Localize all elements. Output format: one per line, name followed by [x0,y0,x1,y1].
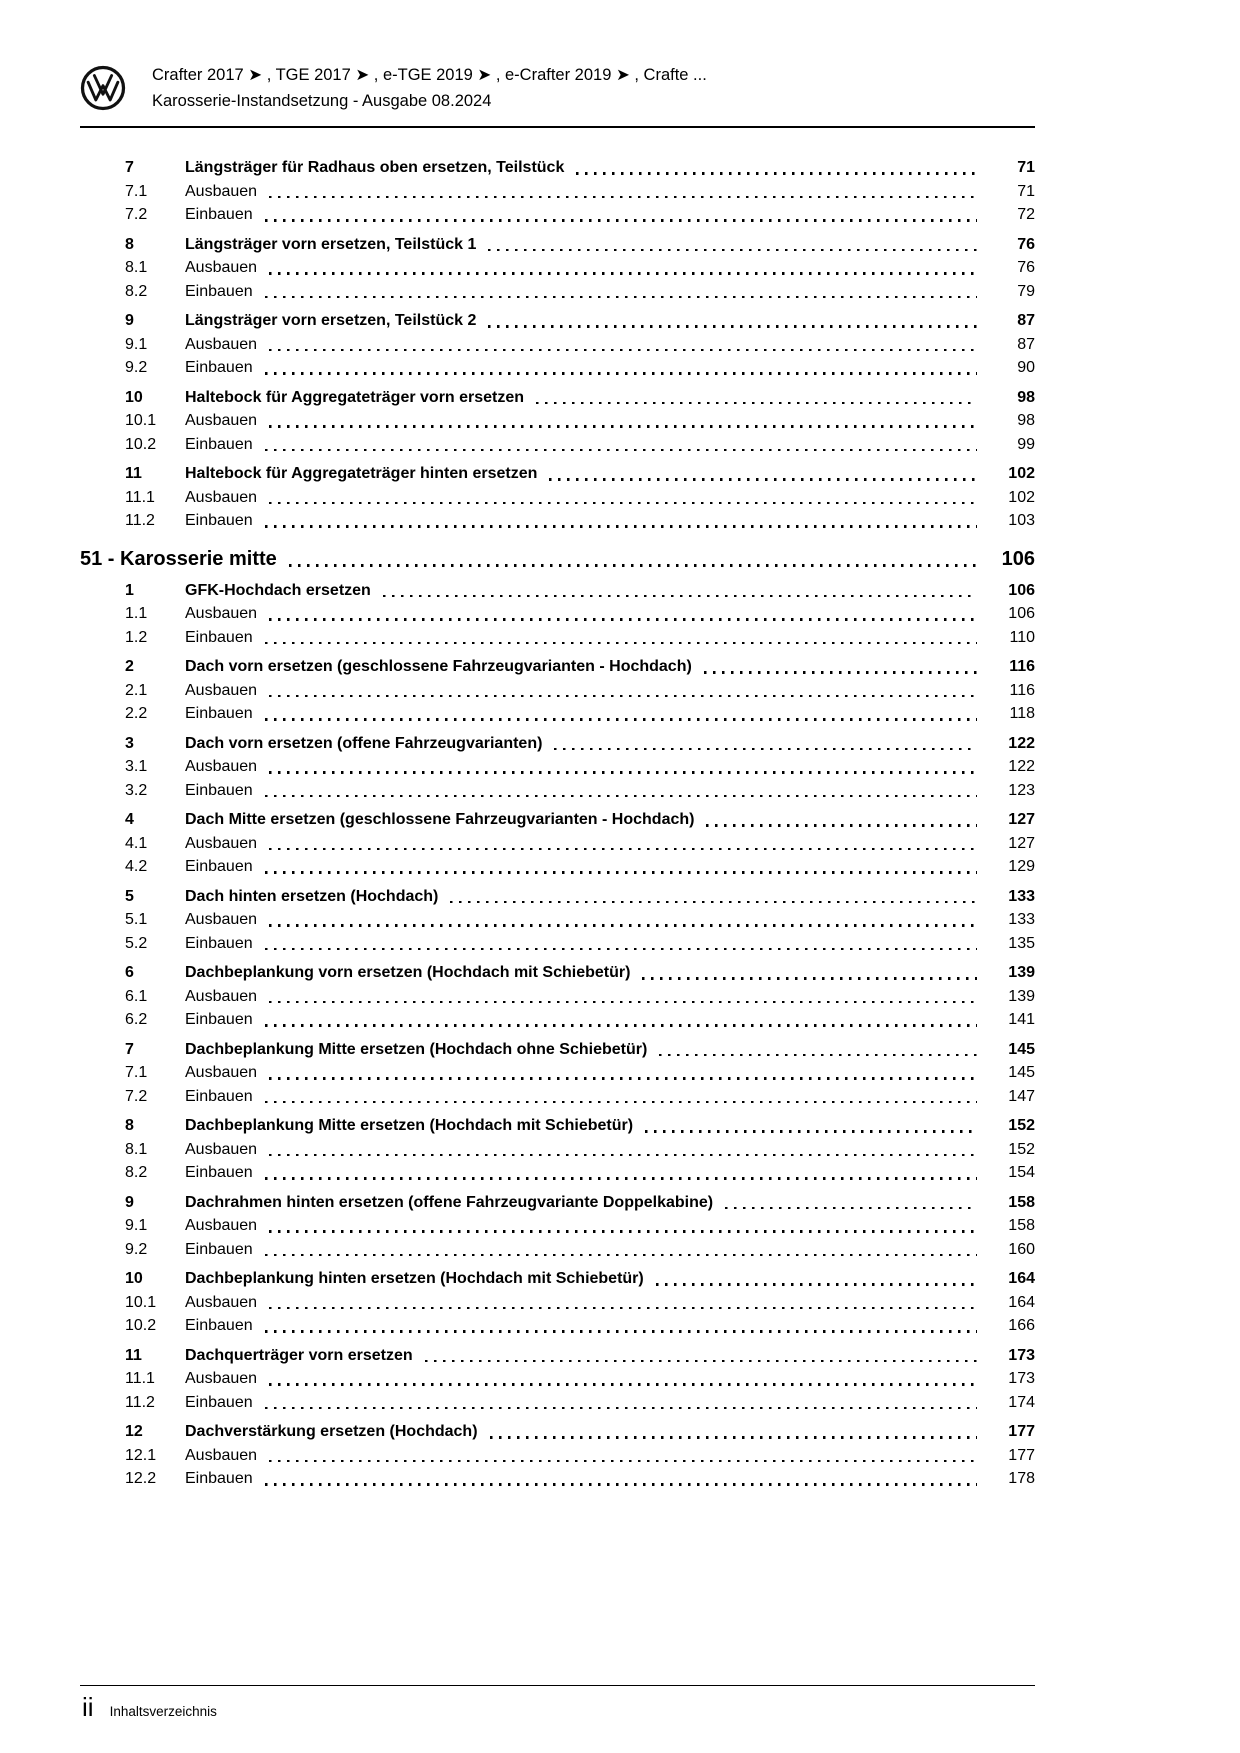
dot-leader [265,1101,977,1104]
toc-entry[interactable] [80,1467,1035,1491]
header-subtitle: Karosserie-Instandsetzung - Ausgabe 08.2024 [152,92,492,110]
toc-entry[interactable] [80,356,1035,380]
toc-entry-title: Ausbauen [185,1217,258,1234]
dot-leader [265,1024,977,1027]
toc-entry-page: 102 [1008,488,1035,506]
toc-entry-number: 3 [125,734,134,752]
toc-entry-title: Einbauen [185,1470,253,1487]
toc-entry-title: 51 - Karosserie mitte [80,547,277,570]
toc-entry-title: Ausbauen [185,335,258,353]
dot-leader [265,795,977,798]
toc-entry-page: 139 [1008,964,1035,981]
toc-entry-title: Ausbauen [185,834,258,852]
footer-page-number: ii [82,1692,94,1722]
toc-entry-page: 123 [1008,781,1035,799]
toc-entry-title: Dach Mitte ersetzen (geschlossene Fahrzeugvarianten - Hochdach) [185,811,695,828]
toc-entry-title: Einbauen [185,359,253,376]
dot-leader [704,671,977,674]
toc-entry-page: 71 [1017,159,1035,176]
toc-entry[interactable] [80,1267,1035,1291]
toc-entry[interactable] [80,1061,1035,1085]
dot-leader [269,924,977,927]
toc-entry[interactable] [80,885,1035,909]
dot-leader [265,1483,977,1486]
toc-entry[interactable] [80,1191,1035,1215]
toc-entry-number: 12 [125,1423,143,1440]
toc-entry-number: 11.2 [125,1393,155,1411]
vw-logo-icon [80,65,126,111]
toc-entry-title: Einbauen [185,1317,253,1334]
toc-entry-page: 147 [1008,1087,1035,1105]
toc-entry-page: 106 [1008,581,1035,599]
toc-entry[interactable] [80,732,1035,756]
toc-entry-number: 10.2 [125,435,157,453]
toc-entry-number: 11.1 [125,1370,155,1387]
toc-entry-page: 90 [1017,359,1035,376]
toc-entry-number: 2.1 [125,681,148,699]
toc-entry[interactable] [80,1391,1035,1415]
dot-leader [549,478,977,481]
toc-entry[interactable] [80,233,1035,257]
toc-entry-title: Einbauen [185,1164,253,1181]
toc-entry[interactable] [80,1291,1035,1315]
toc-entry-number: 11.1 [125,488,155,506]
toc-entry[interactable] [80,908,1035,932]
toc-entry-number: 6.2 [125,1011,148,1028]
dot-leader [265,449,977,452]
toc-entry-title: Dachbeplankung vorn ersetzen (Hochdach mit Schiebetür) [185,964,631,981]
dot-leader [725,1207,977,1210]
toc-entry-page: 99 [1017,435,1035,453]
toc-entry-number: 3.2 [125,781,148,799]
toc-entry[interactable] [80,1444,1035,1468]
toc-entry-title: Dach vorn ersetzen (offene Fahrzeugvarianten) [185,734,543,752]
toc-entry[interactable] [80,256,1035,280]
toc-entry-number: 10.1 [125,1293,157,1311]
toc-entry-number: 7 [125,159,134,176]
toc-entry-number: 9.1 [125,1217,148,1234]
toc-entry[interactable] [80,1238,1035,1262]
dot-leader [269,1230,977,1233]
toc-entry-page: 173 [1008,1370,1035,1387]
toc-entry[interactable] [80,180,1035,204]
dot-leader [269,1307,977,1310]
dot-leader [265,718,977,721]
toc-entry-number: 8 [125,1117,134,1134]
dot-leader [265,525,977,528]
toc-entry-number: 5 [125,887,134,905]
toc-entry[interactable] [80,333,1035,357]
toc-entry[interactable] [80,309,1035,333]
toc-entry[interactable] [80,755,1035,779]
toc-entry[interactable] [80,1138,1035,1162]
toc-entry[interactable] [80,702,1035,726]
dot-leader [656,1283,977,1286]
toc-entry[interactable] [80,932,1035,956]
dot-leader [645,1130,977,1133]
toc-entry-page: 177 [1008,1423,1035,1440]
dot-leader [383,595,977,598]
toc-entry-title: Ausbauen [185,987,258,1005]
toc-entry-title: Einbauen [185,628,253,646]
toc-entry[interactable] [80,1420,1035,1444]
toc-entry-title: Einbauen [185,781,253,799]
toc-entry-title: Einbauen [185,512,253,529]
toc-entry-page: 145 [1008,1040,1035,1058]
dot-leader [265,1177,977,1180]
toc-entry[interactable] [80,808,1035,832]
dot-leader [659,1054,977,1057]
toc-entry-number: 2.2 [125,705,148,722]
page-header [80,62,1035,114]
toc-entry-title: Einbauen [185,858,253,875]
toc-entry-page: 122 [1008,734,1035,752]
toc-entry-number: 6 [125,964,134,981]
toc-entry-title: Einbauen [185,1240,253,1258]
footer-divider [80,1685,1035,1687]
toc-entry-page: 98 [1017,412,1035,429]
toc-entry-number: 5.1 [125,911,148,928]
toc-entry-number: 7.1 [125,182,148,200]
toc-entry[interactable] [80,985,1035,1009]
toc-entry-title: Dachquerträger vorn ersetzen [185,1346,413,1364]
toc-entry-title: Ausbauen [185,1293,258,1311]
toc-entry[interactable] [80,409,1035,433]
toc-entry-title: Ausbauen [185,259,258,276]
toc-entry-page: 174 [1008,1393,1035,1411]
dot-leader [269,1001,977,1004]
toc-entry[interactable] [80,1038,1035,1062]
dot-leader [269,349,977,352]
dot-leader [265,948,977,951]
toc-entry[interactable] [80,1161,1035,1185]
toc-entry-number: 12.1 [125,1446,157,1464]
toc-entry-page: 158 [1008,1217,1035,1234]
toc-entry-page: 133 [1008,887,1035,905]
toc-entry-title: Ausbauen [185,412,258,429]
toc-entry-page: 152 [1008,1140,1035,1158]
toc-entry-title: Ausbauen [185,182,258,200]
toc-entry[interactable] [80,1114,1035,1138]
toc-entry-page: 118 [1009,705,1035,722]
dot-leader [269,1383,977,1386]
dot-leader [265,219,977,222]
dot-leader [269,1154,977,1157]
footer-section-label: Inhaltsverzeichnis [109,1704,217,1719]
toc-entry-page: 103 [1008,512,1035,529]
toc-entry[interactable] [80,545,1035,573]
toc-entry-page: 122 [1008,758,1035,775]
toc-entry-title: Dachverstärkung ersetzen (Hochdach) [185,1423,478,1440]
toc-entry[interactable] [80,1008,1035,1032]
toc-entry[interactable] [80,1344,1035,1368]
toc-entry-page: 110 [1009,628,1035,646]
toc-entry-page: 76 [1017,259,1035,276]
toc-entry[interactable] [80,779,1035,803]
toc-entry-number: 7.2 [125,1087,148,1105]
table-of-contents [80,150,1035,1491]
toc-entry-number: 9 [125,1193,134,1211]
dot-leader [269,771,977,774]
toc-entry-title: Ausbauen [185,605,258,622]
toc-entry-title: Einbauen [185,705,253,722]
toc-entry-number: 11 [125,1346,142,1364]
header-divider [80,126,1035,128]
toc-entry[interactable] [80,386,1035,410]
toc-entry-number: 4 [125,811,134,828]
toc-entry-number: 8 [125,235,134,253]
dot-leader [425,1360,977,1363]
toc-entry-page: 141 [1008,1011,1035,1028]
toc-entry-page: 106 [1008,605,1035,622]
toc-entry-title: Dachbeplankung Mitte ersetzen (Hochdach ohne Schiebetür) [185,1040,648,1058]
toc-entry-title: Dach hinten ersetzen (Hochdach) [185,887,439,905]
dot-leader [706,824,977,827]
toc-entry-page: 116 [1009,681,1035,699]
dot-leader [450,901,977,904]
toc-entry-page: 127 [1008,834,1035,852]
header-model-line: Crafter 2017 ➤ , TGE 2017 ➤ , e-TGE 2019 ➤ , e-Crafter 2019 ➤ , Crafte ... [152,66,707,84]
toc-entry-page: 98 [1017,388,1035,406]
footer-row [80,1692,1035,1723]
toc-entry-title: Einbauen [185,1087,253,1105]
toc-entry-page: 178 [1008,1470,1035,1487]
toc-entry[interactable] [80,679,1035,703]
header-text-block [152,62,707,114]
toc-entry-title: Ausbauen [185,1446,258,1464]
toc-entry-title: Haltebock für Aggregateträger vorn ersetzen [185,388,525,406]
dot-leader [265,1330,977,1333]
toc-entry-title: Ausbauen [185,911,258,928]
toc-entry-number: 9.2 [125,359,148,376]
dot-leader [265,871,977,874]
toc-entry-number: 8.1 [125,1140,148,1158]
toc-entry-page: 106 [1001,547,1035,570]
toc-entry[interactable] [80,509,1035,533]
dot-leader [269,695,977,698]
toc-entry[interactable] [80,156,1035,180]
toc-entry-page: 72 [1017,206,1035,223]
toc-entry-number: 12.2 [125,1470,157,1487]
toc-entry-page: 173 [1008,1346,1035,1364]
dot-leader [289,564,977,567]
toc-entry-number: 7.2 [125,206,148,223]
dot-leader [642,977,977,980]
toc-entry-title: Einbauen [185,1393,253,1411]
dot-leader [269,196,977,199]
dot-leader [269,618,977,621]
toc-entry-title: Einbauen [185,1011,253,1028]
dot-leader [490,1436,977,1439]
dot-leader [269,502,977,505]
toc-entry-number: 8.2 [125,1164,148,1181]
toc-entry[interactable] [80,626,1035,650]
toc-entry-title: Dachbeplankung hinten ersetzen (Hochdach mit Schiebetür) [185,1270,644,1287]
toc-entry-title: Ausbauen [185,1140,258,1158]
toc-entry-page: 177 [1008,1446,1035,1464]
toc-entry-number: 5.2 [125,934,148,952]
toc-entry-title: Längsträger vorn ersetzen, Teilstück 2 [185,312,477,329]
dot-leader [536,402,977,405]
toc-entry-page: 76 [1017,235,1035,253]
toc-entry-title: Dachbeplankung Mitte ersetzen (Hochdach mit Schiebetür) [185,1117,634,1134]
dot-leader [488,325,977,328]
toc-entry[interactable] [80,1085,1035,1109]
toc-entry-number: 7.1 [125,1064,148,1081]
toc-entry-title: Einbauen [185,435,253,453]
toc-entry-number: 8.2 [125,282,148,300]
toc-entry-number: 11.2 [125,512,155,529]
toc-entry-number: 9.1 [125,335,148,353]
toc-entry-number: 8.1 [125,259,148,276]
dot-leader [265,296,977,299]
toc-entry-page: 135 [1008,934,1035,952]
toc-entry-page: 71 [1017,182,1035,200]
toc-entry[interactable] [80,855,1035,879]
toc-entry-number: 9.2 [125,1240,148,1258]
toc-entry-page: 154 [1008,1164,1035,1181]
toc-entry[interactable] [80,433,1035,457]
toc-entry-number: 11 [125,465,142,482]
toc-entry-title: Ausbauen [185,758,258,775]
toc-entry[interactable] [80,462,1035,486]
toc-entry-number: 10.1 [125,412,157,429]
toc-entry-title: Einbauen [185,282,253,300]
toc-entry-title: Haltebock für Aggregateträger hinten ersetzen [185,465,538,482]
dot-leader [488,249,977,252]
toc-entry-title: Ausbauen [185,1064,258,1081]
toc-entry-page: 164 [1008,1270,1035,1287]
toc-entry-page: 160 [1008,1240,1035,1258]
toc-entry-title: Ausbauen [185,681,258,699]
toc-entry-number: 6.1 [125,987,148,1005]
toc-entry-page: 152 [1008,1117,1035,1134]
toc-entry-number: 7 [125,1040,134,1058]
toc-entry-page: 166 [1008,1317,1035,1334]
toc-entry-title: Einbauen [185,934,253,952]
toc-entry[interactable] [80,280,1035,304]
toc-entry[interactable] [80,602,1035,626]
toc-entry-page: 127 [1008,811,1035,828]
toc-entry-number: 10 [125,388,143,406]
dot-leader [269,272,977,275]
toc-entry-number: 3.1 [125,758,148,775]
toc-entry-page: 158 [1008,1193,1035,1211]
dot-leader [269,425,977,428]
toc-entry[interactable] [80,486,1035,510]
toc-entry[interactable] [80,1214,1035,1238]
dot-leader [265,1254,977,1257]
toc-entry-page: 102 [1008,465,1035,482]
toc-entry[interactable] [80,579,1035,603]
toc-entry-page: 133 [1008,911,1035,928]
dot-leader [554,748,977,751]
toc-entry-page: 87 [1017,312,1035,329]
dot-leader [265,642,977,645]
toc-entry-number: 4.2 [125,858,148,875]
toc-entry-title: Ausbauen [185,1370,258,1387]
toc-entry-title: Ausbauen [185,488,258,506]
toc-entry-page: 87 [1017,335,1035,353]
toc-entry-title: Einbauen [185,206,253,223]
toc-entry-number: 1 [125,581,134,599]
dot-leader [265,372,977,375]
toc-entry[interactable] [80,655,1035,679]
toc-entry-page: 164 [1008,1293,1035,1311]
toc-entry-number: 2 [125,658,134,675]
toc-entry-title: Dachrahmen hinten ersetzen (offene Fahrzeugvariante Doppelkabine) [185,1193,714,1211]
toc-entry-page: 79 [1017,282,1035,300]
toc-entry[interactable] [80,1314,1035,1338]
toc-entry-page: 129 [1008,858,1035,875]
toc-entry-number: 4.1 [125,834,148,852]
toc-entry-page: 116 [1009,658,1035,675]
toc-entry-title: Längsträger für Radhaus oben ersetzen, Teilstück [185,159,565,176]
toc-entry-number: 1.1 [125,605,148,622]
toc-entry[interactable] [80,961,1035,985]
dot-leader [269,1077,977,1080]
toc-entry-number: 10 [125,1270,143,1287]
toc-entry-page: 139 [1008,987,1035,1005]
dot-leader [265,1407,977,1410]
toc-entry[interactable] [80,1367,1035,1391]
toc-entry-number: 1.2 [125,628,148,646]
dot-leader [269,848,977,851]
toc-entry-title: Längsträger vorn ersetzen, Teilstück 1 [185,235,477,253]
page-footer [80,1685,1035,1724]
toc-entry-title: Dach vorn ersetzen (geschlossene Fahrzeugvarianten - Hochdach) [185,658,692,675]
toc-entry-title: GFK-Hochdach ersetzen [185,581,371,599]
toc-entry[interactable] [80,832,1035,856]
toc-entry-number: 9 [125,312,134,329]
toc-entry-page: 145 [1008,1064,1035,1081]
toc-entry[interactable] [80,203,1035,227]
toc-entry-number: 10.2 [125,1317,157,1334]
dot-leader [576,172,977,175]
dot-leader [269,1460,977,1463]
